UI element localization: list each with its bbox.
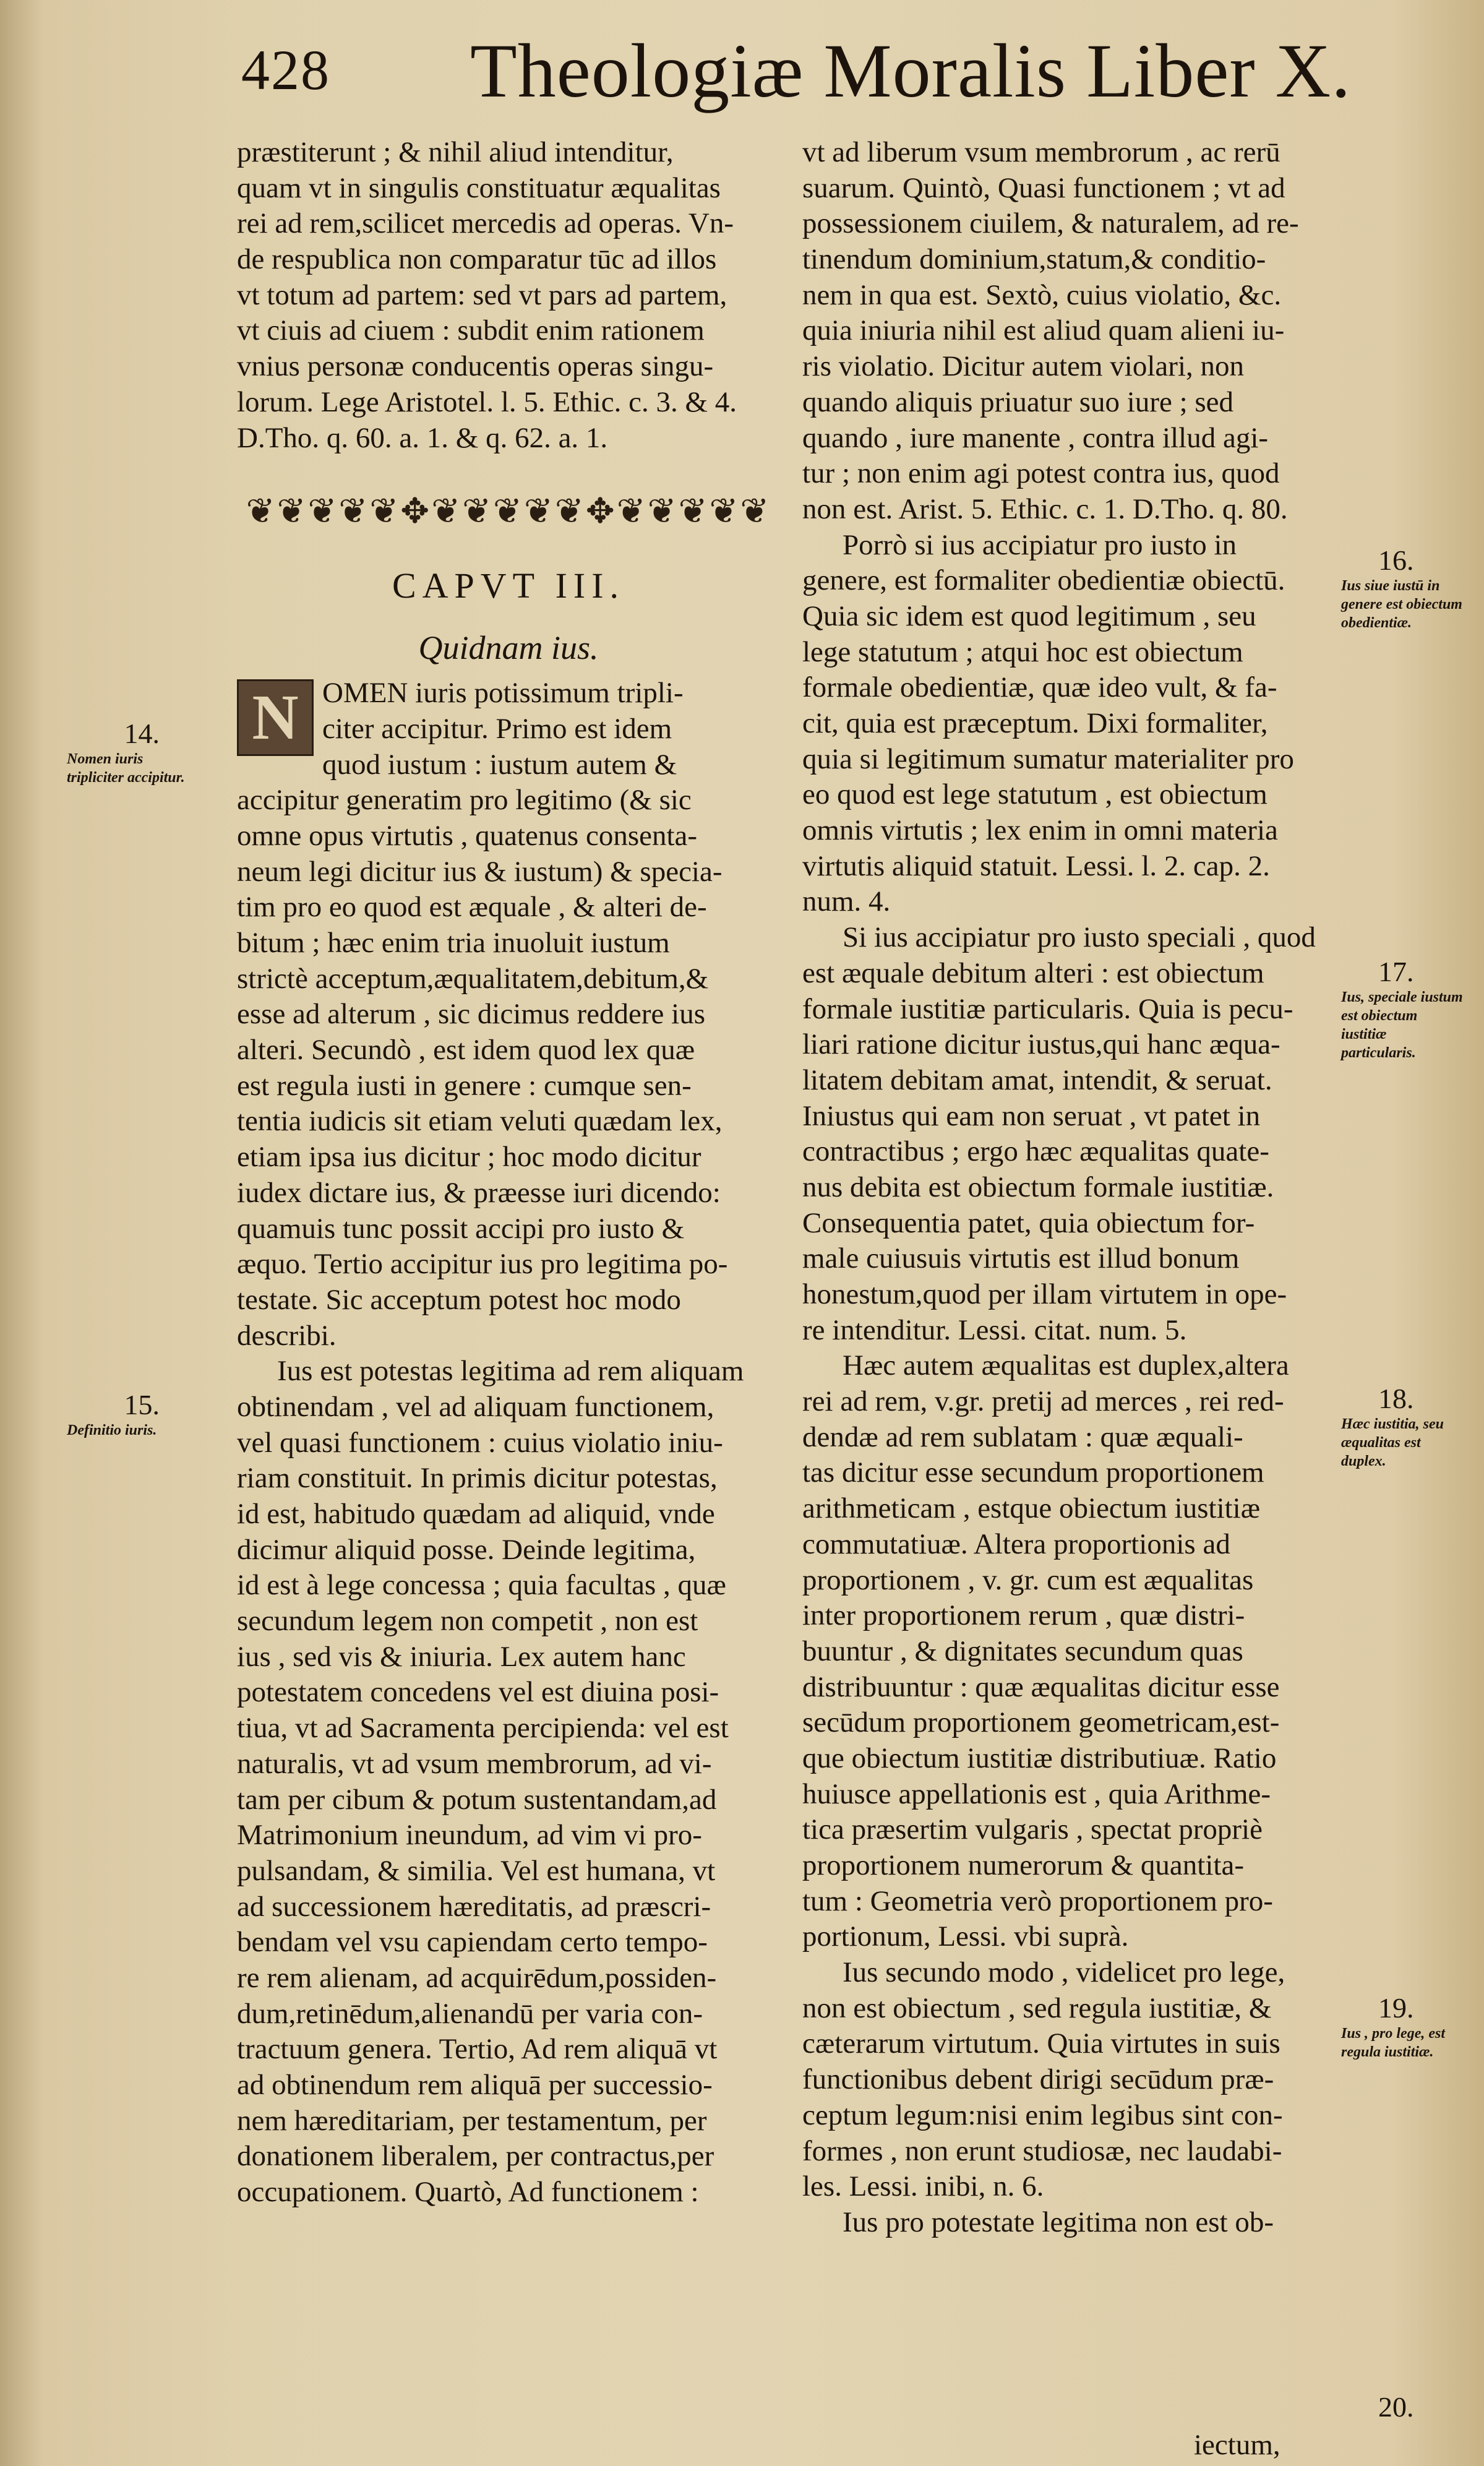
text-line: omnis virtutis ; lex enim in omni materia (802, 814, 1278, 847)
text-line: Si ius accipiatur pro iusto speciali , quod (843, 921, 1316, 954)
text-line: honestum,quod per illam virtutem in ope- (802, 1278, 1287, 1310)
text-line: accipitur generatim pro legitimo (& sic (237, 784, 692, 817)
text-line: Porrò si ius accipiatur pro iusto in (843, 528, 1237, 561)
text-line: Ius pro potestate legitima non est ob- (843, 2206, 1274, 2238)
text-line: tentia iudicis sit etiam veluti quædam lex, (237, 1105, 723, 1138)
text-line: non est obiectum , sed regula iustitiæ, & (802, 1991, 1272, 2024)
text-line: male cuiusuis virtutis est illud bonum (802, 1242, 1240, 1275)
text-line: iudex dictare ius, & præesse iuri dicendo: (237, 1176, 721, 1209)
margin-note-15 (67, 1389, 191, 1440)
text-line: portionum, Lessi. vbi suprà. (802, 1920, 1129, 1953)
text-line: proportionem numerorum & quantita- (802, 1849, 1244, 1881)
text-line: lege statutum ; atqui hoc est obiectum (802, 635, 1243, 668)
text-line: ad successionem hæreditatis, ad præscri- (237, 1890, 711, 1923)
text-line: nus debita est obiectum formale iustitiæ. (802, 1171, 1274, 1203)
text-line: Hæc autem æqualitas est duplex,altera (843, 1349, 1289, 1382)
text-line: non est. Arist. 5. Ethic. c. 1. D.Tho. q. 80. (802, 492, 1288, 525)
book-title: Theologiæ Moralis Liber X. (470, 28, 1352, 113)
text-line: arithmeticam , estque obiectum iustitiæ (802, 1492, 1261, 1525)
text-line: nem hæreditariam, per testamentum, per (237, 2104, 707, 2137)
text-line: OMEN iuris potissimum tripli- (322, 677, 684, 710)
text-line: dum,retinēdum,alienandū per varia con- (237, 1997, 703, 2030)
text-line: quia si legitimum sumatur materialiter pro (802, 742, 1294, 775)
text-line: quando aliquis priuatur suo iure ; sed (802, 385, 1234, 418)
text-line: est æquale debitum alteri : est obiectum (802, 956, 1264, 989)
text-line: ius , sed vis & iniuria. Lex autem hanc (237, 1640, 686, 1673)
text-line: tinendum dominium,statum,& conditio- (802, 243, 1266, 276)
margin-text: Ius, speciale iustum est obiectum iustitiæ particularis. (1341, 989, 1463, 1061)
text-line: æquo. Tertio accipitur ius pro legitima po- (237, 1248, 728, 1281)
text-line: huiusce appellationis est , quia Arithme- (802, 1777, 1271, 1810)
text-line: ceptum legum:nisi enim legibus sint con- (802, 2099, 1283, 2131)
text-line: secundum legem non competit , non est (237, 1605, 698, 1638)
text-line: rei ad rem, v.gr. pretij ad merces , rei red- (802, 1385, 1284, 1418)
text-line: Ius secundo modo , videlicet pro lege, (843, 1956, 1285, 1989)
text-line: Consequentia patet, quia obiectum for- (802, 1206, 1255, 1239)
text-line: Matrimonium ineundum, ad vim vi pro- (237, 1819, 702, 1852)
running-head (235, 25, 1352, 130)
margin-text: Hæc iustitia, seu æqualitas est duplex. (1341, 1416, 1444, 1469)
text-line: donationem liberalem, per contractus,per (237, 2140, 714, 2173)
catchword: iectum, (1194, 2429, 1280, 2461)
text-line: liari ratione dicitur iustus,qui hanc æqua- (802, 1028, 1280, 1061)
margin-note-17 (1341, 956, 1465, 1062)
left-text-a (237, 135, 780, 456)
margin-text: Definitio iuris. (67, 1422, 157, 1438)
text-line: contractibus ; ergo hæc æqualitas quate- (802, 1135, 1269, 1168)
text-line: inter proportionem rerum , quæ distri- (802, 1599, 1245, 1632)
margin-number: 15. (124, 1389, 160, 1420)
text-line: re rem alienam, ad acquirēdum,possiden- (237, 1961, 717, 1994)
text-line: genere, est formaliter obedientiæ obiectū. (802, 564, 1285, 597)
text-line: etiam ipsa ius dicitur ; hoc modo dicitur (237, 1141, 701, 1174)
text-line: id est, habitudo quædam ad aliquid, vnde (237, 1498, 715, 1530)
text-line: citer accipitur. Primo est idem (322, 712, 672, 745)
text-line: Iniustus qui eam non seruat , vt patet in (802, 1099, 1261, 1132)
text-line: nem in qua est. Sextò, cuius violatio, &c. (802, 278, 1282, 311)
text-line: naturalis, vt ad vsum membrorum, ad vi- (237, 1747, 712, 1780)
text-line: occupationem. Quartò, Ad functionem : (237, 2176, 699, 2209)
text-line: tim pro eo quod est æquale , & alteri de- (237, 891, 707, 924)
text-line: dendæ ad rem sublatam : quæ æquali- (802, 1420, 1243, 1453)
text-line: que obiectum iustitiæ distributiuæ. Ratio (802, 1742, 1277, 1774)
text-line: describi. (237, 1319, 337, 1352)
text-line: litatem debitam amat, intendit, & seruat. (802, 1063, 1272, 1096)
text-line: Quia sic idem est quod legitimum , seu (802, 599, 1256, 632)
text-line: tica præsertim vulgaris , spectat propriè (802, 1813, 1263, 1846)
drop-cap: N (237, 679, 314, 756)
text-line: virtutis aliquid statuit. Lessi. l. 2. cap. 2. (802, 849, 1270, 882)
text-line: ris violatio. Dicitur autem violari, non (802, 350, 1244, 383)
text-line: strictè acceptum,æqualitatem,debitum,& (237, 962, 709, 995)
margin-number: 20. (1378, 2391, 1414, 2423)
text-line: formale iustitiæ particularis. Quia is pecu- (802, 992, 1293, 1025)
text-line: potestatem concedens vel est diuina posi- (237, 1676, 719, 1709)
margin-note-19 (1341, 1992, 1465, 2061)
chapter-subtitle: Quidnam ius. (418, 629, 599, 667)
text-line: præstiterunt ; & nihil aliud intenditur, (237, 136, 674, 168)
text-line: num. 4. (802, 885, 891, 918)
margin-number: 16. (1378, 544, 1414, 576)
text-line: vt ad liberum vsum membrorum , ac rerū (802, 136, 1280, 168)
text-line: secūdum proportionem geometricam,est- (802, 1706, 1280, 1739)
text-line: distribuuntur : quæ æqualitas dicitur esse (802, 1670, 1280, 1703)
text-line: tur ; non enim agi potest contra ius, quod (802, 457, 1280, 490)
text-line: rei ad rem,scilicet mercedis ad operas. Vn- (237, 207, 734, 240)
text-line: quod iustum : iustum autem & (322, 748, 677, 781)
text-line: omne opus virtutis , quatenus consenta- (237, 819, 698, 852)
text-line: esse ad alterum , sic dicimus reddere ius (237, 998, 705, 1031)
text-line: functionibus debent dirigi secūdum præ- (802, 2063, 1274, 2096)
margin-number: 18. (1378, 1383, 1414, 1414)
text-line: commutatiuæ. Altera proportionis ad (802, 1527, 1230, 1560)
margin-text: Ius , pro lege, est regula iustitiæ. (1341, 2026, 1445, 2060)
text-line: est regula iusti in genere : cumque sen- (237, 1069, 692, 1102)
text-line: cit, quia est præceptum. Dixi formaliter, (802, 707, 1268, 739)
text-line: testate. Sic acceptum potest hoc modo (237, 1283, 681, 1316)
text-line: obtinendam , vel ad aliquam functionem, (237, 1390, 714, 1423)
text-line: vnius personæ conducentis operas singu- (237, 350, 714, 383)
text-line: bitum ; hæc enim tria inuoluit iustum (237, 927, 670, 959)
text-line: neum legi dicitur ius & iustum) & specia- (237, 855, 723, 888)
margin-text: Nomen iuris tripliciter accipitur. (67, 751, 185, 786)
text-line: vt ciuis ad ciuem : subdit enim rationem (237, 314, 705, 347)
right-text (802, 135, 1330, 2241)
text-line: Ius est potestas legitima ad rem aliquam (277, 1355, 744, 1388)
text-line: id est à lege concessa ; quia facultas , quæ (237, 1569, 726, 1602)
text-line: de respublica non comparatur tūc ad illos (237, 243, 717, 276)
text-line: tiua, vt ad Sacramenta percipienda: vel est (237, 1712, 729, 1745)
margin-note-18 (1341, 1383, 1465, 1471)
text-line: D.Tho. q. 60. a. 1. & q. 62. a. 1. (237, 421, 608, 454)
text-line: suarum. Quintò, Quasi functionem ; vt ad (802, 171, 1285, 204)
text-line: tas dicitur esse secundum proportionem (802, 1456, 1264, 1489)
text-line: tam per cibum & potum sustentandam,ad (237, 1783, 717, 1816)
margin-number: 14. (124, 718, 160, 749)
text-line: riam constituit. In primis dicitur potestas, (237, 1462, 718, 1495)
right-column (802, 135, 1330, 2241)
text-line: eo quod est lege statutum , est obiectum (802, 778, 1267, 811)
margin-text: Ius siue iustū in genere est obiectum obedientiæ. (1341, 578, 1462, 631)
text-line: tum : Geometria verò proportionem pro- (802, 1884, 1273, 1917)
text-line: tractuum genera. Tertio, Ad rem aliquā vt (237, 2033, 718, 2066)
text-line: dicimur aliquid posse. Deinde legitima, (237, 1533, 696, 1566)
margin-number: 19. (1378, 1992, 1414, 2024)
chapter-heading: CAPVT III. (392, 565, 625, 606)
margin-note-16 (1341, 544, 1465, 632)
text-line: re intenditur. Lessi. citat. num. 5. (802, 1313, 1187, 1346)
left-text-b (237, 676, 780, 2210)
text-line: les. Lessi. inibi, n. 6. (802, 2170, 1044, 2203)
text-line: formes , non erunt studiosæ, nec laudabi- (802, 2134, 1282, 2167)
text-line: ad obtinendum rem aliquā per successio- (237, 2069, 713, 2101)
text-line: vt totum ad partem: sed vt pars ad partem, (237, 278, 727, 311)
text-line: quamuis tunc possit accipi pro iusto & (237, 1212, 685, 1245)
left-column (237, 135, 780, 2210)
text-line: pulsandam, & similia. Vel est humana, vt (237, 1854, 716, 1887)
text-line: lorum. Lege Aristotel. l. 5. Ethic. c. 3. & 4. (237, 385, 737, 418)
text-line: formale obedientiæ, quæ ideo vult, & fa- (802, 671, 1277, 704)
text-line: vel quasi functionem : cuius violatio iniu- (237, 1426, 723, 1459)
text-line: bendam vel vsu capiendam certo tempo- (237, 1926, 708, 1959)
text-line: buuntur , & dignitates secundum quas (802, 1635, 1243, 1667)
margin-note-20 (1341, 2391, 1465, 2423)
margin-number: 17. (1378, 956, 1414, 987)
margin-note-14 (67, 718, 191, 787)
text-line: quando , iure manente , contra illud agi- (802, 421, 1269, 454)
text-line: quia iniuria nihil est aliud quam alieni iu- (802, 314, 1285, 347)
left-text-b-lines (237, 676, 780, 2210)
text-line: possessionem ciuilem, & naturalem, ad re- (802, 207, 1299, 240)
text-line: quam vt in singulis constituatur æqualitas (237, 171, 721, 204)
page-number: 428 (241, 38, 330, 101)
text-line: alteri. Secundò , est idem quod lex quæ (237, 1034, 695, 1067)
text-line: proportionem , v. gr. cum est æqualitas (802, 1563, 1254, 1596)
text-line: cæterarum virtutum. Quia virtutes in suis (802, 2027, 1280, 2060)
ornament-band: ❦❦❦❦❦✥❦❦❦❦❦✥❦❦❦❦❦ (246, 492, 771, 531)
